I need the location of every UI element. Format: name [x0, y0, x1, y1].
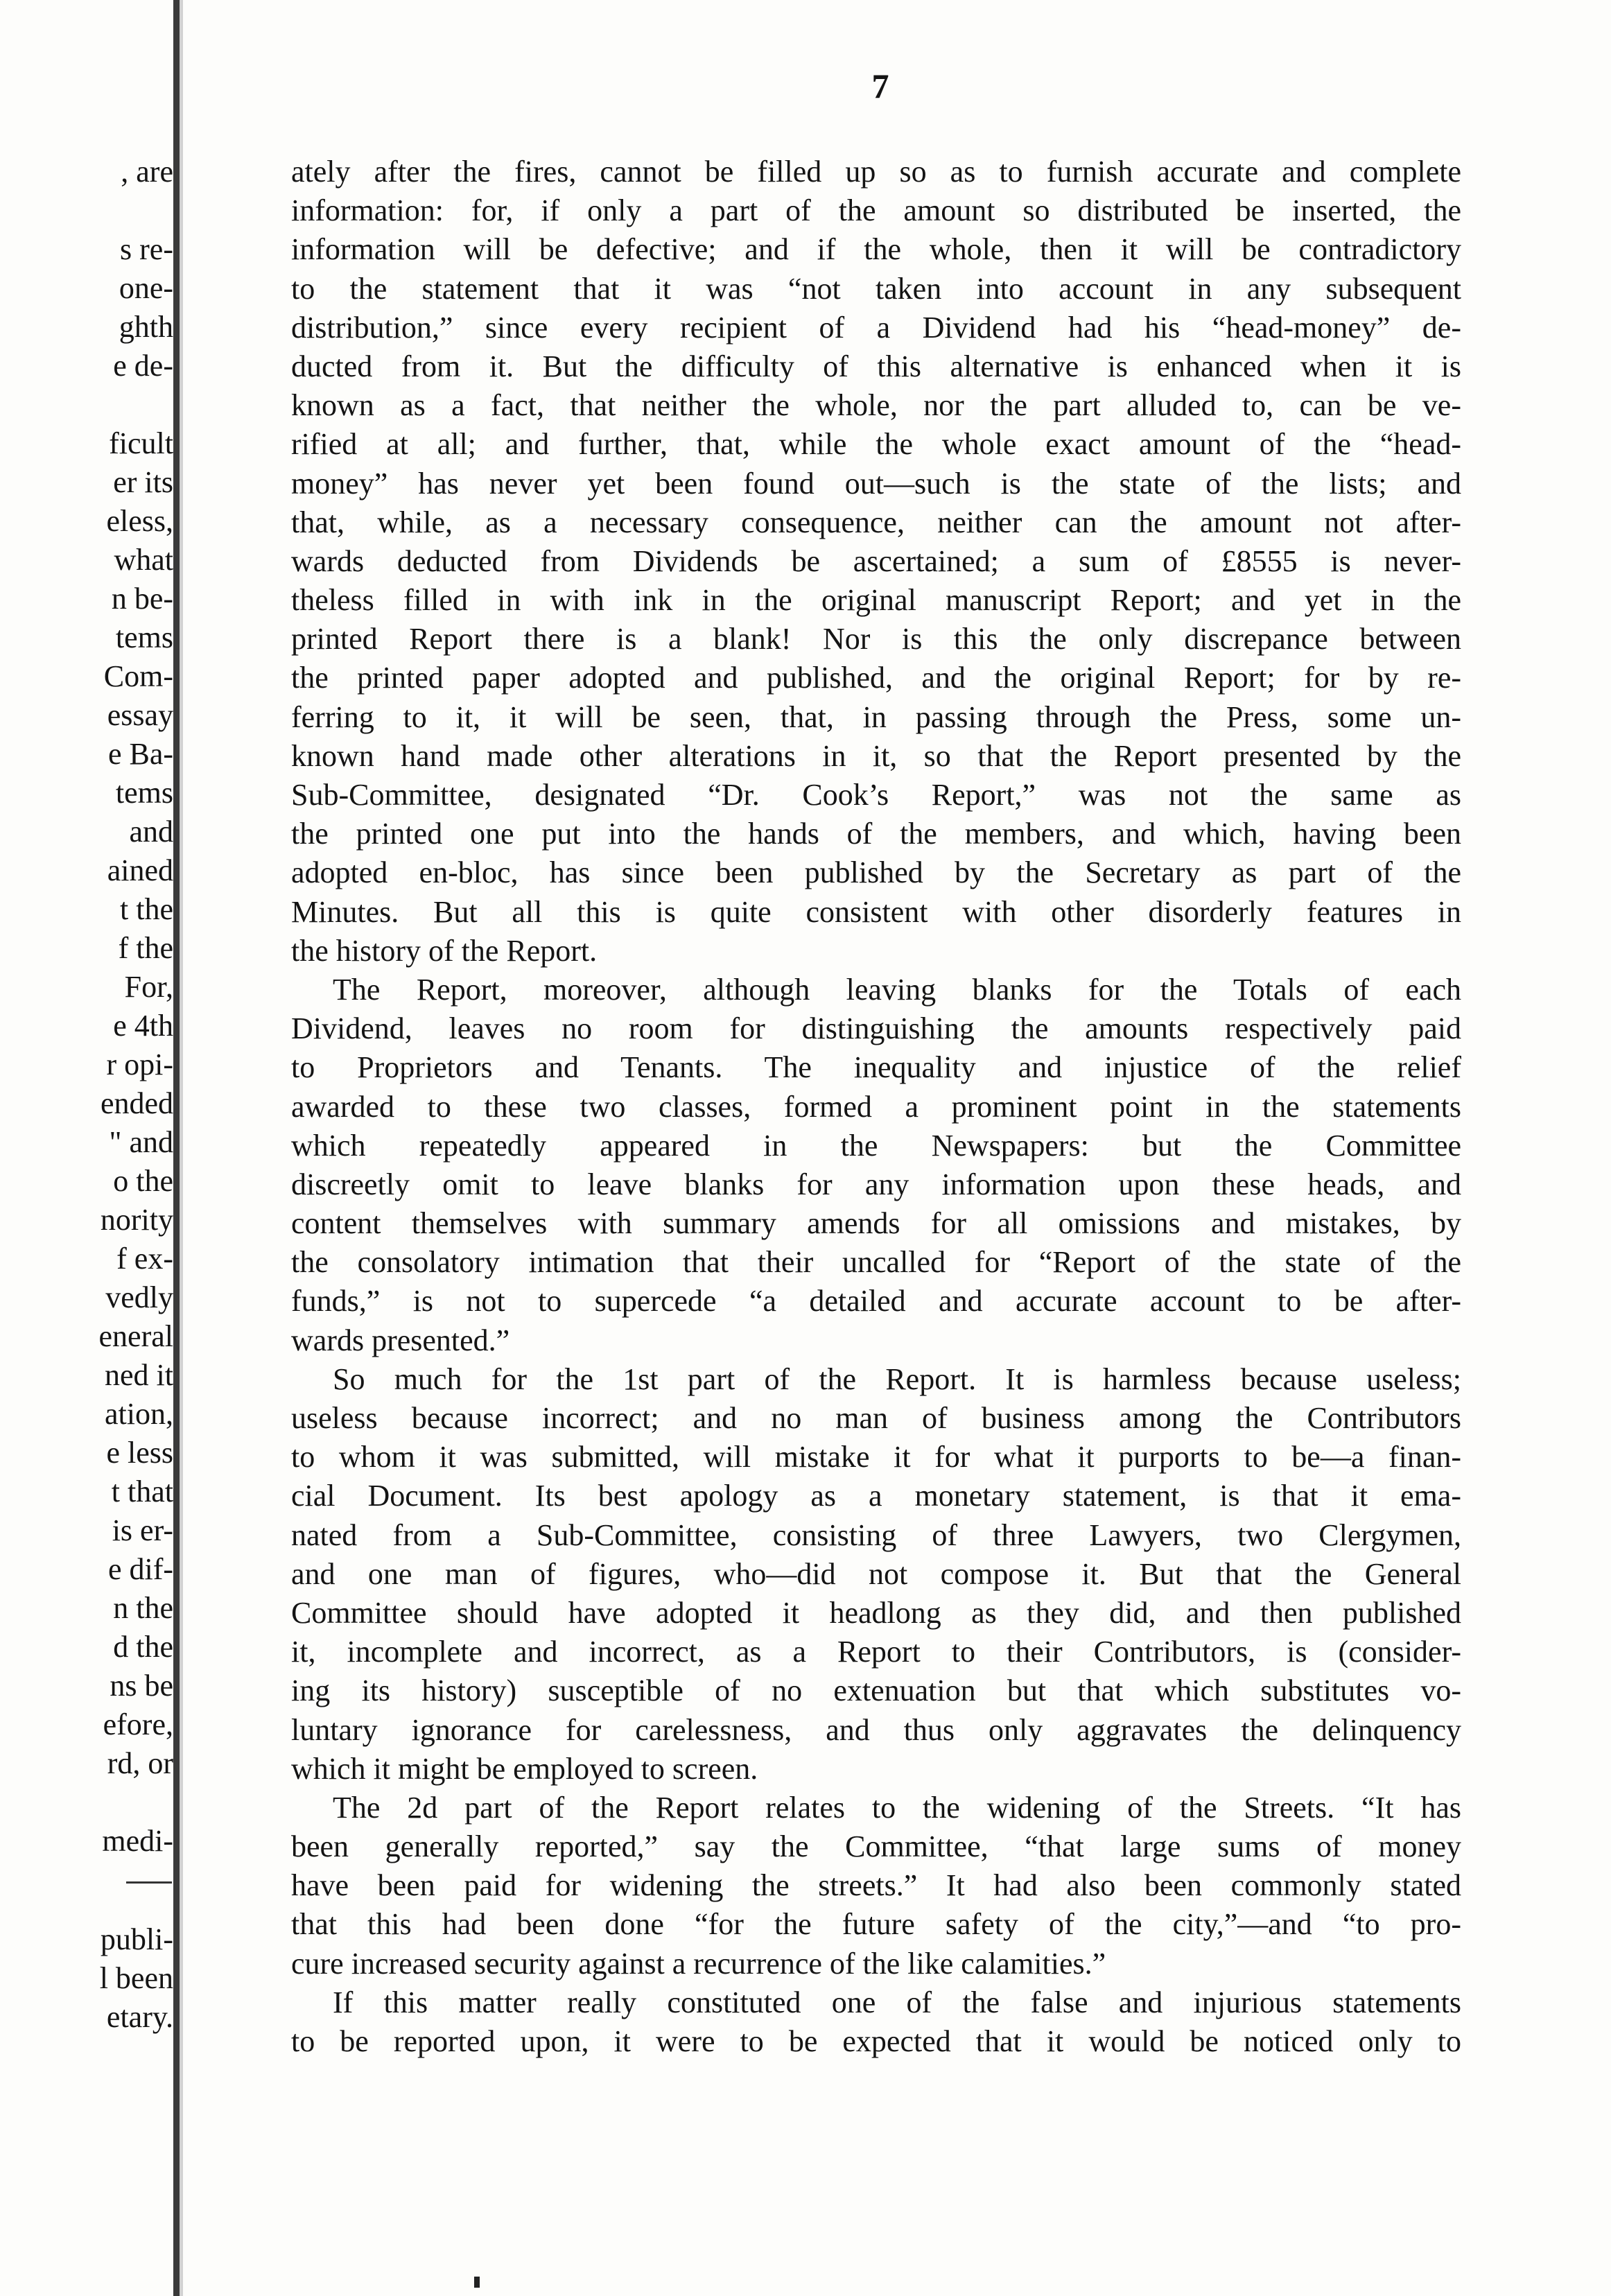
text-line: theless filled in with ink in the original manuscript Report; and yet in the: [291, 583, 1461, 618]
facing-page-fragment: f ex-: [116, 1242, 173, 1276]
text-line: Committee should have adopted it headlong as they did, and then published: [291, 1595, 1461, 1630]
facing-page-fragment: e dif-: [107, 1552, 173, 1586]
facing-page-fragment: t the: [120, 892, 173, 926]
facing-page-fragment: tems: [115, 620, 173, 654]
facing-page-fragment: ns be: [110, 1669, 173, 1703]
text-line: wards presented.”: [291, 1323, 510, 1357]
facing-page-fragment: eless,: [106, 504, 173, 538]
facing-page-fragment: e less: [106, 1436, 173, 1470]
facing-page-fragment: essay: [107, 698, 173, 732]
facing-page-fragment: rd, or: [107, 1746, 173, 1780]
facing-page-fragment: vedly: [105, 1280, 173, 1314]
text-line: funds,” is not to supercede “a detailed and accurate account to be after-: [291, 1284, 1461, 1319]
facing-page-fragment: medi-: [102, 1824, 173, 1858]
facing-page-fragment: ghth: [119, 310, 173, 344]
text-line: discreetly omit to leave blanks for any information upon these heads, and: [291, 1167, 1461, 1201]
facing-page-fragment: nority: [100, 1203, 173, 1237]
text-line: The 2d part of the Report relates to the widening of the Streets. “It has: [333, 1790, 1461, 1825]
text-line: the consolatory intimation that their uncalled for “Report of the state of the: [291, 1245, 1461, 1280]
body-text: [291, 153, 1461, 2061]
text-line: that this had been done “for the future safety of the city,”—and “to pro-: [291, 1907, 1461, 1942]
text-line: useless because incorrect; and no man of business among the Contributors: [291, 1401, 1461, 1435]
text-line: cure increased security against a recurrence of the like calamities.”: [291, 1946, 1106, 1981]
facing-page-fragment: e 4th: [113, 1009, 173, 1043]
text-line: money” has never yet been found out—such is the state of the lists; and: [291, 466, 1461, 501]
facing-page-fragment: e Ba-: [107, 737, 173, 771]
facing-page-fragment: o the: [113, 1164, 173, 1198]
facing-page-fragment: etary.: [106, 2000, 173, 2034]
facing-page-fragment: ficult: [109, 426, 173, 460]
text-line: Minutes. But all this is quite consistent with other disorderly features in: [291, 894, 1461, 929]
facing-page-fragment: , are: [121, 155, 173, 189]
facing-page-fragment: f the: [118, 931, 173, 965]
facing-page-fragment: eneral: [98, 1319, 173, 1353]
text-line: nated from a Sub-Committee, consisting of three Lawyers, two Clergymen,: [291, 1517, 1461, 1552]
facing-page-fragment: e de-: [113, 349, 173, 383]
facing-page-fragment: ation,: [105, 1397, 173, 1431]
facing-page-fragment: n be-: [111, 582, 173, 616]
facing-page-fragment: t that: [111, 1475, 173, 1508]
text-line: So much for the 1st part of the Report. It is harmless because useless;: [333, 1362, 1461, 1396]
text-line: Sub-Committee, designated “Dr. Cook’s Report,” was not the same as: [291, 778, 1461, 812]
text-line: to Proprietors and Tenants. The inequality and injustice of the relief: [291, 1050, 1461, 1085]
facing-page-fragment: n the: [113, 1591, 173, 1625]
gutter-shadow: [180, 0, 183, 2296]
text-line: which it might be employed to screen.: [291, 1751, 758, 1786]
facing-page-fragment: Com-: [103, 659, 173, 693]
text-line: known hand made other alterations in it, so that the Report presented by the: [291, 738, 1461, 773]
facing-page-fragment: ned it: [105, 1358, 173, 1392]
text-line: ing its history) susceptible of no extenuation but that which substitutes vo-: [291, 1673, 1461, 1708]
facing-page-fragment: efore,: [103, 1707, 173, 1741]
text-line: ately after the fires, cannot be filled up so as to furnish accurate and complete: [291, 155, 1461, 189]
book-gutter: [173, 0, 180, 2296]
facing-page-fragment: ended: [100, 1086, 173, 1120]
text-line: adopted en-bloc, has since been published by the Secretary as part of the: [291, 855, 1461, 890]
facing-page-fragment: one-: [119, 271, 173, 305]
text-line: cial Document. Its best apology as a monetary statement, is that it ema-: [291, 1479, 1461, 1513]
text-line: have been paid for widening the streets.” It had also been commonly stated: [291, 1868, 1461, 1903]
text-line: information will be defective; and if the whole, then it will be contradictory: [291, 232, 1461, 267]
facing-page-fragment: " and: [109, 1125, 173, 1159]
text-line: Dividend, leaves no room for distinguishing the amounts respectively paid: [291, 1011, 1461, 1046]
bottom-speck: [474, 2277, 480, 2288]
text-line: ducted from it. But the difficulty of this alternative is enhanced when it is: [291, 349, 1461, 383]
text-line: the history of the Report.: [291, 933, 598, 968]
text-line: distribution,” since every recipient of a Dividend had his “head-money” de-: [291, 310, 1461, 345]
text-line: The Report, moreover, although leaving blanks for the Totals of each: [333, 972, 1461, 1007]
text-line: the printed paper adopted and published, and the original Report; for by re-: [291, 661, 1461, 695]
text-line: to the statement that it was “not taken into account in any subsequent: [291, 271, 1461, 306]
text-line: to be reported upon, it were to be expected that it would be noticed only to: [291, 2024, 1461, 2058]
facing-page-fragment: ained: [107, 853, 173, 887]
text-line: wards deducted from Dividends be ascertained; a sum of £8555 is never-: [291, 543, 1461, 578]
facing-page-fragment: l been: [99, 1961, 173, 1995]
facing-page-fragment: and: [129, 815, 173, 849]
facing-page-fragment: d the: [113, 1630, 173, 1664]
text-line: If this matter really constituted one of the false and injurious statements: [333, 1985, 1461, 2019]
text-line: rified at all; and further, that, while the whole exact amount of the “head-: [291, 427, 1461, 462]
text-line: the printed one put into the hands of the members, and which, having been: [291, 817, 1461, 851]
text-line: information: for, if only a part of the amount so distributed be inserted, the: [291, 193, 1461, 228]
text-line: it, incomplete and incorrect, as a Report to their Contributors, is (consider-: [291, 1635, 1461, 1669]
text-line: ferring to it, it will be seen, that, in passing through the Press, some un-: [291, 699, 1461, 734]
text-line: been generally reported,” say the Committee, “that large sums of money: [291, 1829, 1461, 1864]
text-line: that, while, as a necessary consequence, neither can the amount not after-: [291, 505, 1461, 539]
facing-page-fragments: [0, 153, 173, 2037]
text-line: and one man of figures, who—did not compose it. But that the General: [291, 1556, 1461, 1591]
facing-page-fragment: For,: [124, 970, 173, 1004]
page-number: 7: [871, 67, 889, 105]
facing-page-fragment: what: [114, 543, 173, 577]
facing-page-fragment: is er-: [112, 1513, 173, 1547]
text-line: which repeatedly appeared in the Newspapers: but the Committee: [291, 1128, 1461, 1163]
facing-page-footnote-rule: [126, 1881, 172, 1884]
text-line: content themselves with summary amends for all omissions and mistakes, by: [291, 1206, 1461, 1241]
text-line: luntary ignorance for carelessness, and thus only aggravates the delinquency: [291, 1712, 1461, 1747]
facing-page-fragment: r opi-: [106, 1047, 173, 1081]
text-line: to whom it was submitted, will mistake it for what it purports to be—a finan-: [291, 1440, 1461, 1475]
facing-page-fragment: s re-: [120, 232, 173, 266]
text-line: printed Report there is a blank! Nor is this the only discrepance between: [291, 622, 1461, 656]
text-line: awarded to these two classes, formed a prominent point in the statements: [291, 1089, 1461, 1124]
facing-page-fragment: tems: [115, 776, 173, 810]
facing-page-fragment: er its: [113, 465, 173, 499]
text-line: known as a fact, that neither the whole, nor the part alluded to, can be ve-: [291, 388, 1461, 423]
facing-page-fragment: publi-: [100, 1922, 173, 1956]
